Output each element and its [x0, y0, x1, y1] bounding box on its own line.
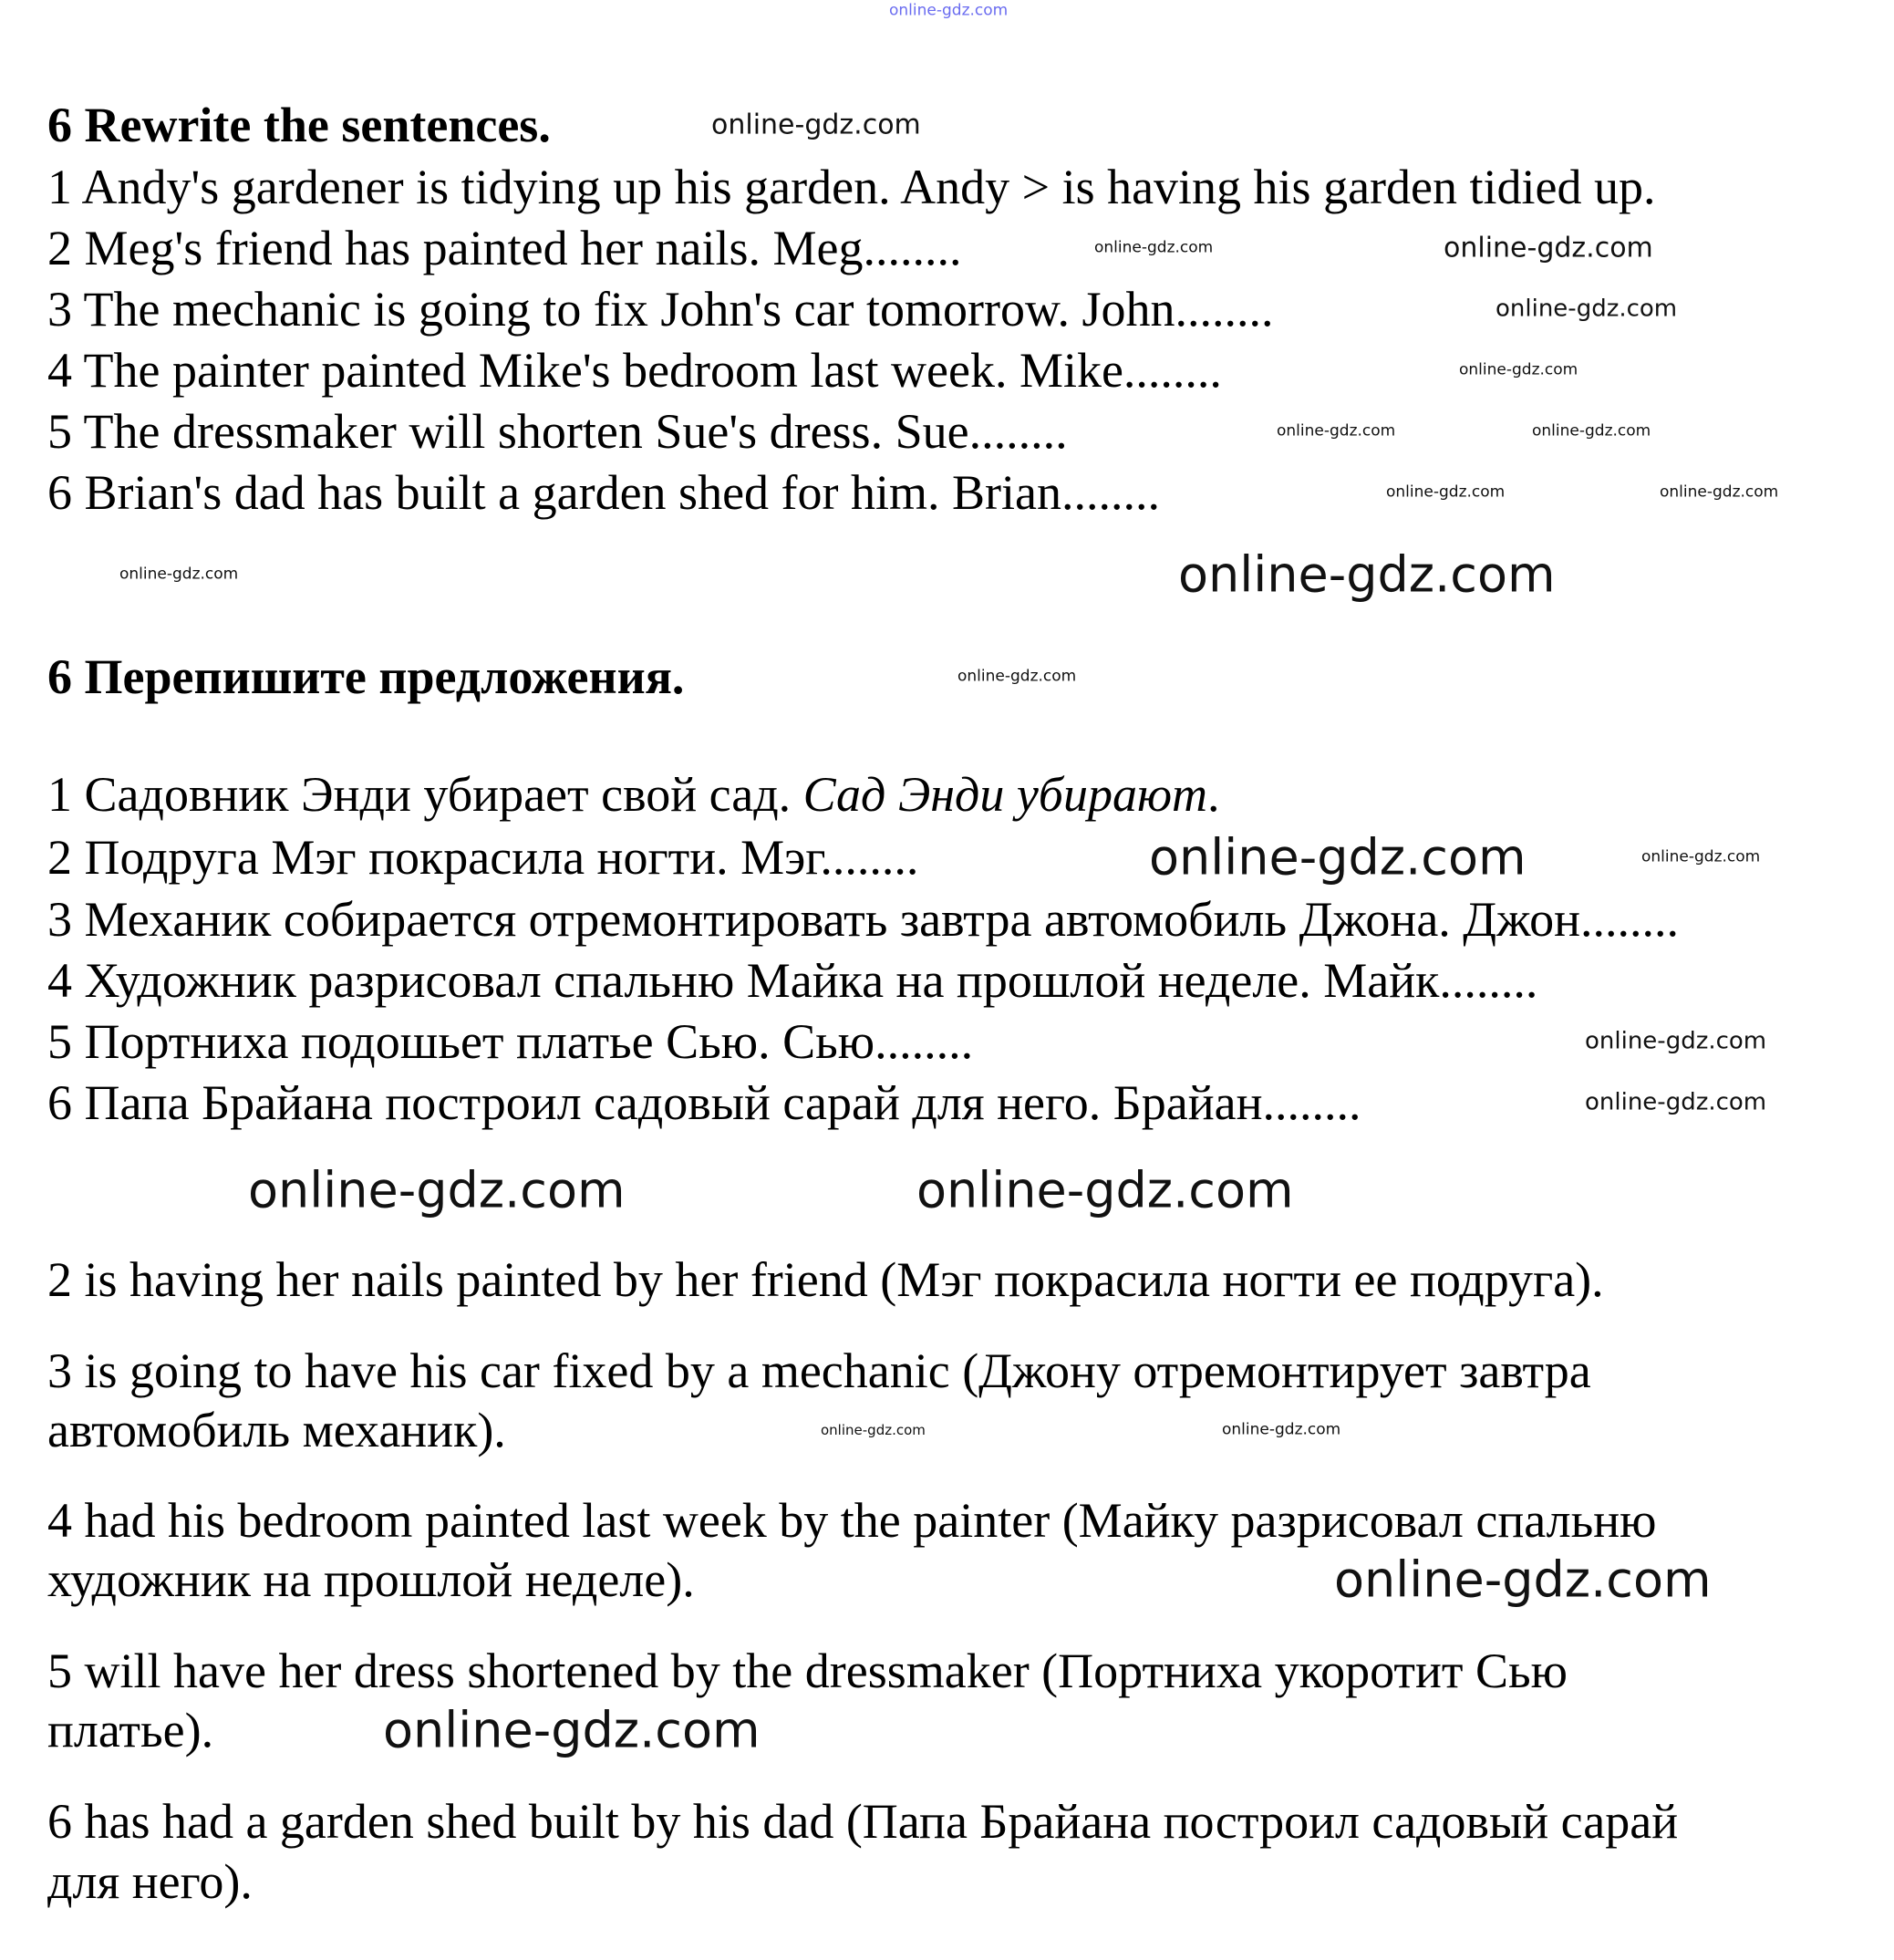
answer-line: автомобиль механик).	[47, 1403, 506, 1457]
watermark: online-gdz.com	[1585, 1027, 1767, 1055]
watermark: online-gdz.com	[1532, 421, 1651, 441]
watermark: online-gdz.com	[1444, 232, 1653, 264]
watermark: online-gdz.com	[889, 1, 1009, 20]
watermark: online-gdz.com	[1660, 482, 1779, 502]
watermark: online-gdz.com	[916, 1161, 1294, 1219]
watermark: online-gdz.com	[711, 109, 921, 141]
exercise-item: 1 Andy's gardener is tidying up his garden. Andy > is having his garden tidied up.	[47, 160, 1656, 214]
watermark: online-gdz.com	[1178, 545, 1556, 604]
exercise-heading-en: 6 Rewrite the sentences.	[47, 98, 551, 152]
exercise-item: 3 Механик собирается отремонтировать завтра автомобиль Джона. Джон........	[47, 892, 1679, 947]
watermark: online-gdz.com	[957, 667, 1077, 686]
answer-line: художник на прошлой неделе).	[47, 1552, 695, 1607]
exercise-heading-ru: 6 Перепишите предложения.	[47, 649, 685, 704]
exercise-item: 5 The dressmaker will shorten Sue's dress. Sue........	[47, 404, 1068, 459]
exercise-item: 5 Портниха подошьет платье Сью. Сью........	[47, 1014, 974, 1069]
answer-line: 2 is having her nails painted by her friend (Мэг покрасила ногти ее подруга).	[47, 1252, 1604, 1307]
watermark: online-gdz.com	[1149, 828, 1527, 887]
answer-line: для него).	[47, 1854, 253, 1909]
exercise-item: 2 Meg's friend has painted her nails. Meg........	[47, 221, 962, 275]
exercise-item	[47, 766, 1220, 823]
item-text-end: .	[1207, 767, 1220, 822]
answer-line: 3 is going to have his car fixed by a mechanic (Джону отремонтирует завтра	[47, 1343, 1591, 1398]
watermark: online-gdz.com	[119, 565, 239, 584]
exercise-item: 3 The mechanic is going to fix John's car tomorrow. John........	[47, 282, 1274, 337]
watermark: online-gdz.com	[1641, 847, 1761, 866]
watermark: online-gdz.com	[1585, 1088, 1767, 1116]
watermark: online-gdz.com	[1222, 1420, 1341, 1439]
watermark: online-gdz.com	[383, 1701, 761, 1759]
answer-line: 5 will have her dress shortened by the dressmaker (Портниха укоротит Сью	[47, 1644, 1568, 1698]
watermark: online-gdz.com	[248, 1161, 626, 1219]
watermark: online-gdz.com	[1277, 421, 1396, 441]
exercise-item: 6 Папа Брайана построил садовый сарай для него. Брайан........	[47, 1075, 1361, 1130]
answer-line: 6 has had a garden shed built by his dad (Папа Брайана построил садовый сарай	[47, 1794, 1679, 1849]
watermark: online-gdz.com	[1386, 482, 1506, 502]
exercise-item: 6 Brian's dad has built a garden shed for him. Brian........	[47, 465, 1160, 520]
exercise-item: 4 Художник разрисовал спальню Майка на прошлой неделе. Майк........	[47, 953, 1538, 1008]
watermark: online-gdz.com	[1496, 295, 1678, 323]
answer-line: 4 had his bedroom painted last week by the painter (Майку разрисовал спальню	[47, 1493, 1657, 1548]
item-answer-italic: Сад Энди убирают	[802, 767, 1208, 822]
exercise-item: 2 Подруга Мэг покрасила ногти. Мэг........	[47, 830, 919, 885]
watermark: online-gdz.com	[821, 1421, 926, 1438]
item-text: 1 Садовник Энди убирает свой сад.	[47, 767, 803, 822]
answer-line: платье).	[47, 1703, 214, 1758]
watermark: online-gdz.com	[1094, 238, 1214, 257]
exercise-item: 4 The painter painted Mike's bedroom last week. Mike........	[47, 343, 1222, 398]
watermark: online-gdz.com	[1459, 360, 1578, 379]
watermark: online-gdz.com	[1334, 1550, 1712, 1609]
